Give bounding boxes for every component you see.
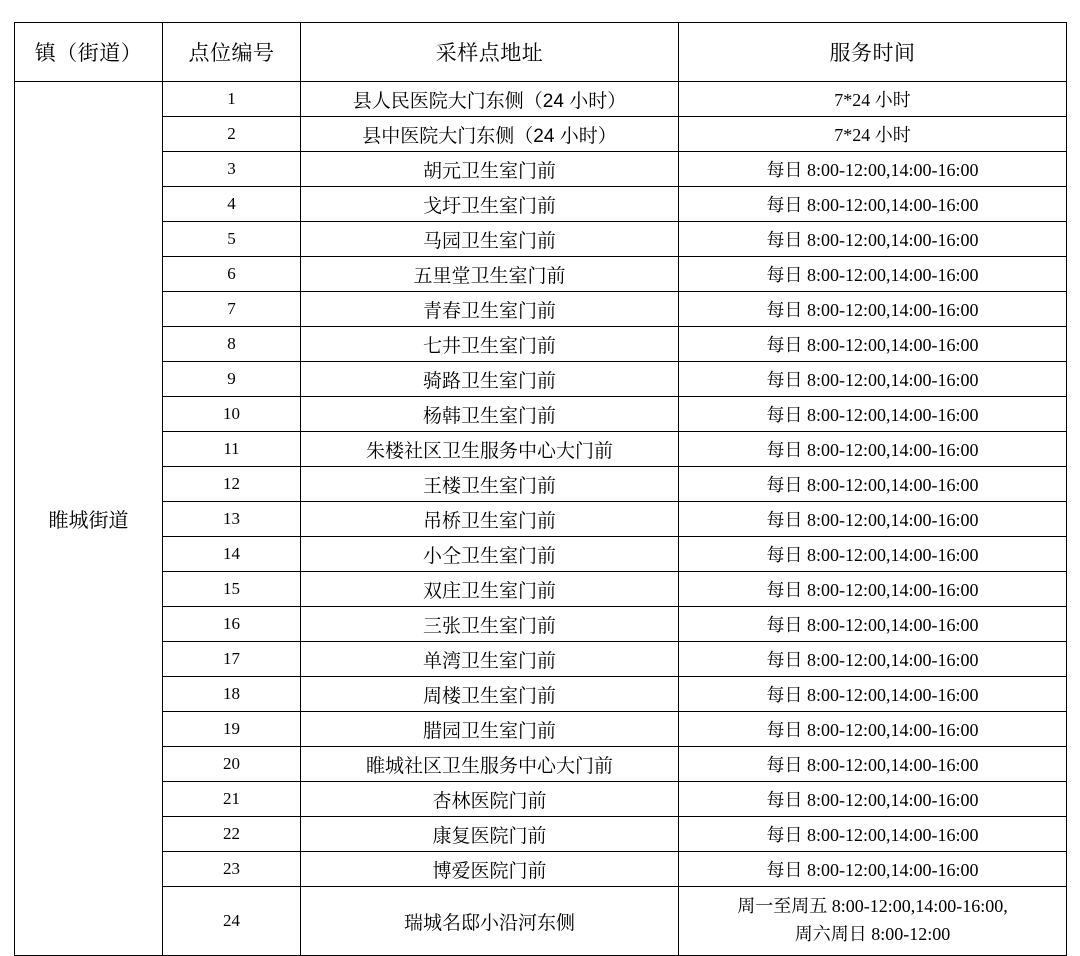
time-cell: 每日 8:00-12:00,14:00-16:00 [679,502,1067,537]
table-row [15,502,1067,537]
header-time: 服务时间 [679,23,1067,82]
time-cell: 每日 8:00-12:00,14:00-16:00 [679,327,1067,362]
code-cell: 23 [163,852,301,887]
address-cell: 七井卫生室门前 [301,327,679,362]
time-cell: 每日 8:00-12:00,14:00-16:00 [679,222,1067,257]
address-cell: 博爱医院门前 [301,852,679,887]
header-code: 点位编号 [163,23,301,82]
address-cell: 三张卫生室门前 [301,607,679,642]
code-cell: 3 [163,152,301,187]
table-row [15,82,1067,117]
table-row [15,467,1067,502]
table-row [15,257,1067,292]
table-row [15,817,1067,852]
time-line-1: 周一至周五 8:00-12:00,14:00-16:00, [737,896,1008,917]
table-row [15,222,1067,257]
code-cell: 20 [163,747,301,782]
time-cell: 每日 8:00-12:00,14:00-16:00 [679,397,1067,432]
address-cell: 县人民医院大门东侧（24 小时） [301,82,679,117]
time-cell: 每日 8:00-12:00,14:00-16:00 [679,152,1067,187]
address-cell: 王楼卫生室门前 [301,467,679,502]
time-line-2: 周六周日 8:00-12:00 [794,924,951,944]
table-row [15,327,1067,362]
code-cell: 8 [163,327,301,362]
table-row [15,362,1067,397]
time-cell: 7*24 小时 [679,117,1067,152]
code-cell: 21 [163,782,301,817]
address-cell: 瑞城名邸小沿河东侧 [301,887,679,956]
table-row [15,572,1067,607]
address-cell: 康复医院门前 [301,817,679,852]
time-cell: 每日 8:00-12:00,14:00-16:00 [679,677,1067,712]
address-cell: 睢城社区卫生服务中心大门前 [301,747,679,782]
table-row [15,152,1067,187]
code-cell: 16 [163,607,301,642]
time-cell: 7*24 小时 [679,82,1067,117]
time-cell: 每日 8:00-12:00,14:00-16:00 [679,292,1067,327]
code-cell: 22 [163,817,301,852]
table-row [15,117,1067,152]
table-row [15,187,1067,222]
town-cell: 睢城街道 [15,82,163,956]
address-cell: 双庄卫生室门前 [301,572,679,607]
address-cell: 杨韩卫生室门前 [301,397,679,432]
code-cell: 18 [163,677,301,712]
time-cell: 每日 8:00-12:00,14:00-16:00 [679,607,1067,642]
table-row [15,782,1067,817]
code-cell: 1 [163,82,301,117]
address-cell: 吊桥卫生室门前 [301,502,679,537]
address-cell: 小仝卫生室门前 [301,537,679,572]
header-address: 采样点地址 [301,23,679,82]
address-cell: 五里堂卫生室门前 [301,257,679,292]
time-cell: 每日 8:00-12:00,14:00-16:00 [679,257,1067,292]
header-row [15,23,1067,82]
time-cell: 每日 8:00-12:00,14:00-16:00 [679,782,1067,817]
code-cell: 17 [163,642,301,677]
time-cell: 每日 8:00-12:00,14:00-16:00 [679,642,1067,677]
time-cell: 每日 8:00-12:00,14:00-16:00 [679,817,1067,852]
address-cell: 县中医院大门东侧（24 小时） [301,117,679,152]
address-cell: 朱楼社区卫生服务中心大门前 [301,432,679,467]
code-cell: 15 [163,572,301,607]
code-cell: 10 [163,397,301,432]
sampling-points-table [14,22,1067,956]
code-cell: 9 [163,362,301,397]
header-town: 镇（街道） [15,23,163,82]
code-cell: 2 [163,117,301,152]
code-cell: 24 [163,887,301,956]
table-row [15,397,1067,432]
time-cell: 每日 8:00-12:00,14:00-16:00 [679,852,1067,887]
time-cell: 每日 8:00-12:00,14:00-16:00 [679,467,1067,502]
code-cell: 4 [163,187,301,222]
code-cell: 13 [163,502,301,537]
code-cell: 11 [163,432,301,467]
table-header [15,23,1067,82]
address-cell: 腊园卫生室门前 [301,712,679,747]
table-row [15,887,1067,956]
table-row [15,852,1067,887]
time-cell [679,887,1067,956]
code-cell: 14 [163,537,301,572]
table-row [15,677,1067,712]
address-cell: 周楼卫生室门前 [301,677,679,712]
table-row [15,642,1067,677]
table-row [15,712,1067,747]
table-row [15,607,1067,642]
address-cell: 胡元卫生室门前 [301,152,679,187]
time-cell: 每日 8:00-12:00,14:00-16:00 [679,747,1067,782]
address-cell: 马园卫生室门前 [301,222,679,257]
code-cell: 12 [163,467,301,502]
table-row [15,537,1067,572]
time-cell: 每日 8:00-12:00,14:00-16:00 [679,572,1067,607]
table-row [15,432,1067,467]
code-cell: 5 [163,222,301,257]
address-cell: 骑路卫生室门前 [301,362,679,397]
table-body [15,82,1067,956]
time-cell: 每日 8:00-12:00,14:00-16:00 [679,432,1067,467]
code-cell: 19 [163,712,301,747]
table-row [15,747,1067,782]
code-cell: 7 [163,292,301,327]
address-cell: 单湾卫生室门前 [301,642,679,677]
time-cell: 每日 8:00-12:00,14:00-16:00 [679,362,1067,397]
table-row [15,292,1067,327]
time-cell: 每日 8:00-12:00,14:00-16:00 [679,187,1067,222]
address-cell: 青春卫生室门前 [301,292,679,327]
time-cell: 每日 8:00-12:00,14:00-16:00 [679,537,1067,572]
address-cell: 杏林医院门前 [301,782,679,817]
address-cell: 戈圩卫生室门前 [301,187,679,222]
time-cell: 每日 8:00-12:00,14:00-16:00 [679,712,1067,747]
code-cell: 6 [163,257,301,292]
